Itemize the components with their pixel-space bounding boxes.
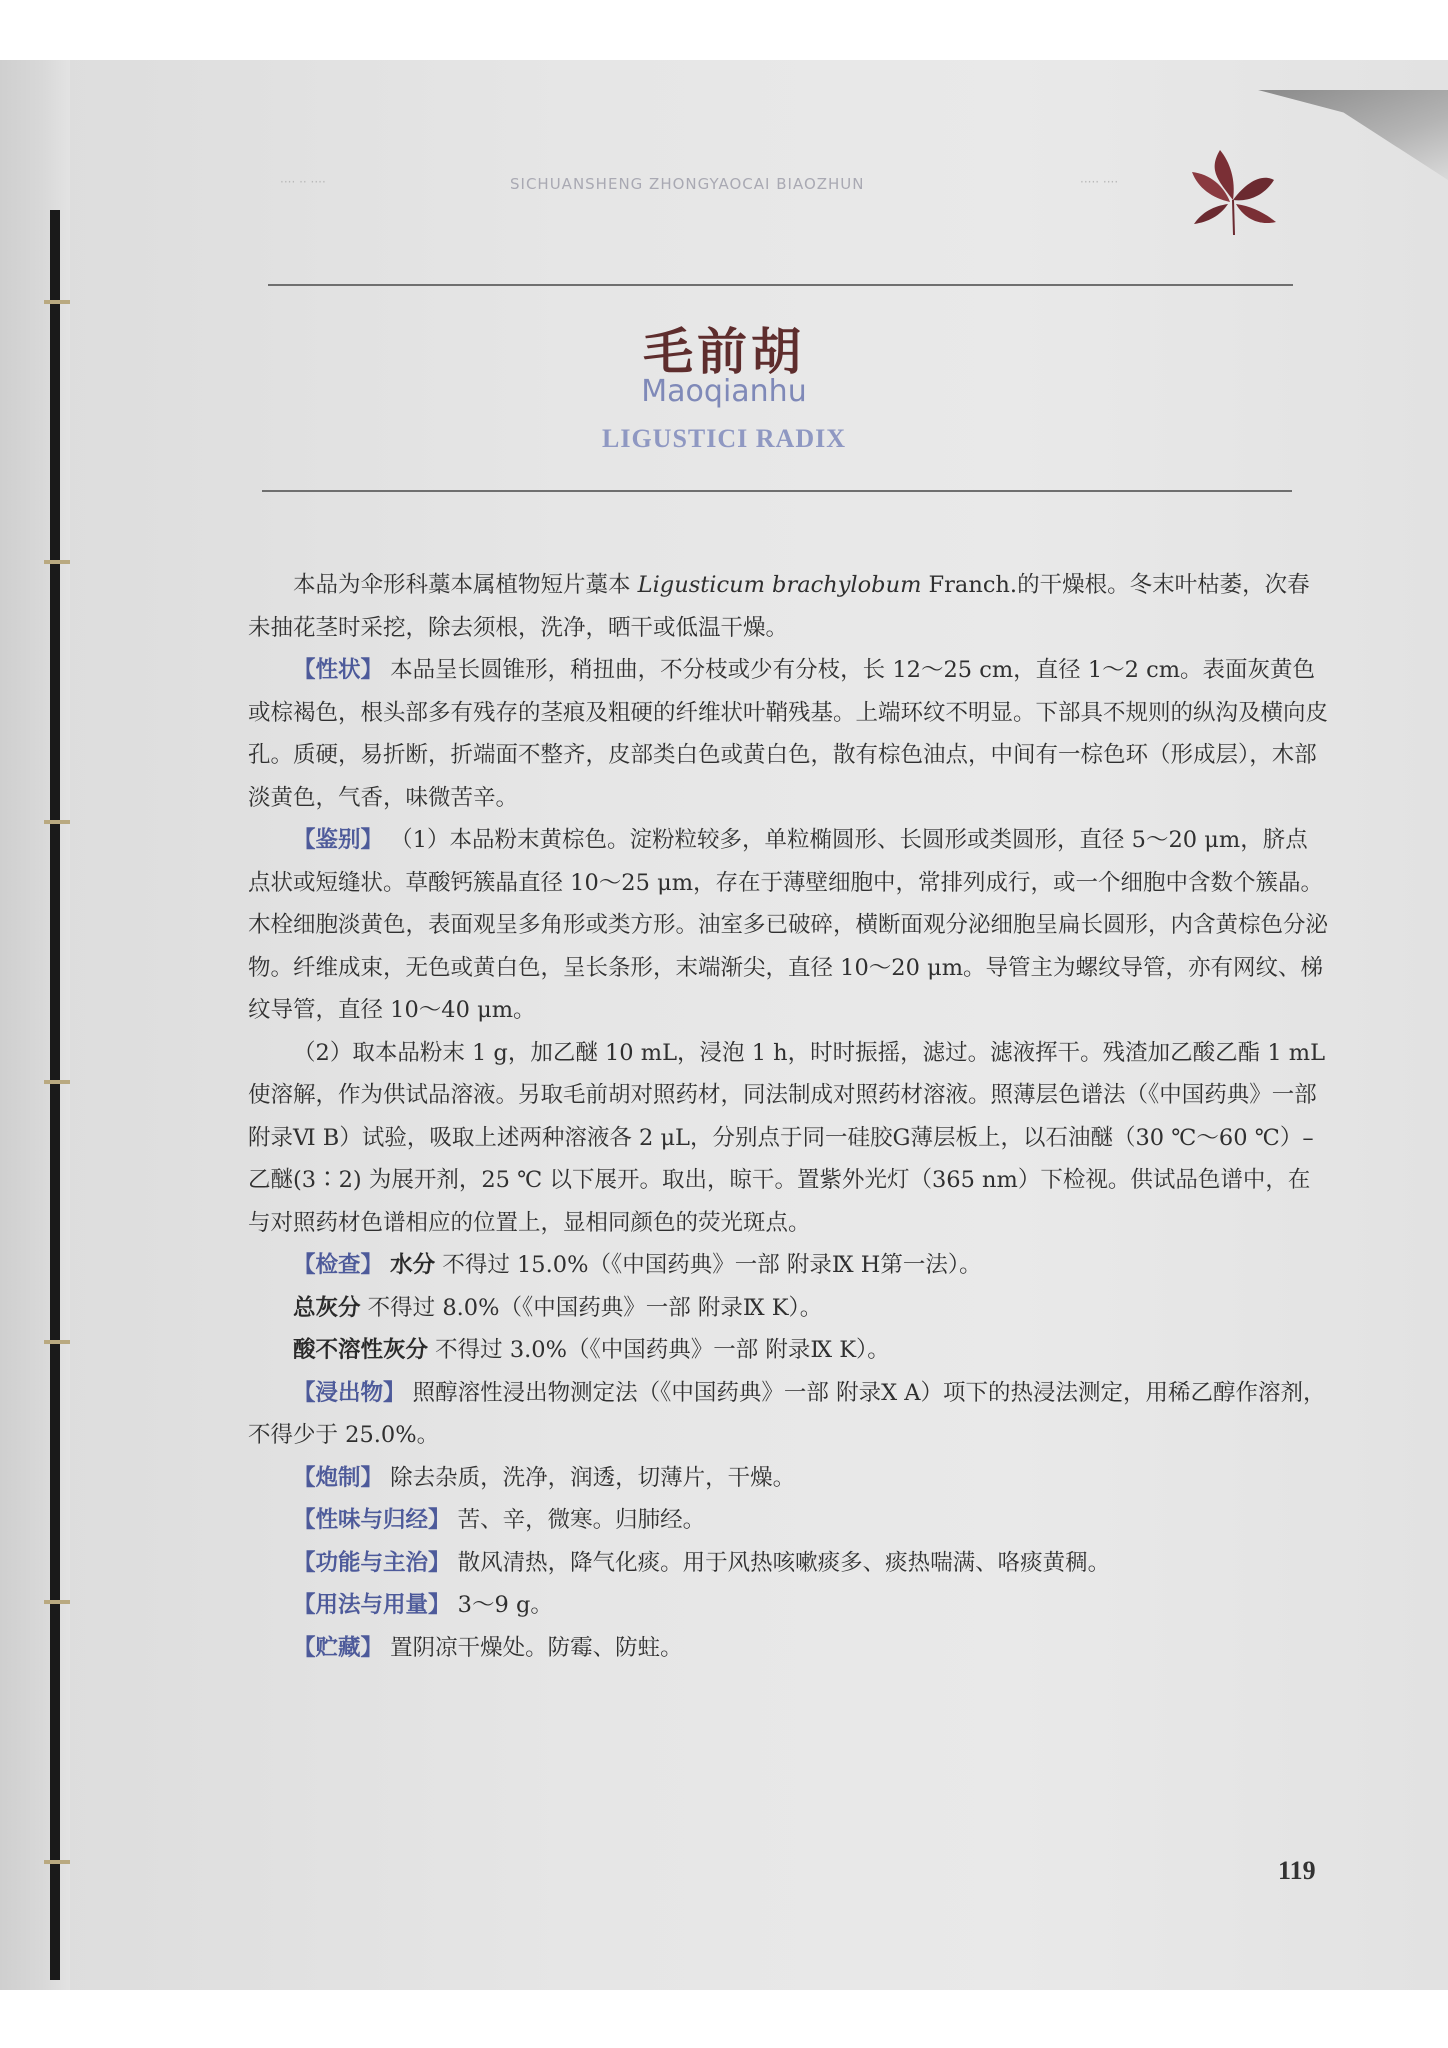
section-paozhi xyxy=(248,1457,1328,1500)
section-gongneng xyxy=(248,1542,1328,1585)
suanbu-text: 不得过 3.0%（《中国药典》一部 附录Ⅸ K）。 xyxy=(428,1337,890,1363)
section-jinchu xyxy=(248,1372,1328,1457)
gongneng-text: 散风清热，降气化痰。用于风热咳嗽痰多、痰热喘满、咯痰黄稠。 xyxy=(450,1549,1111,1576)
jinchu-text: 照醇溶性浸出物测定法（《中国药典》一部 附录Ⅹ A）项下的热浸法测定，用稀乙醇作溶剂，不得少于 25.0%。 xyxy=(248,1379,1326,1448)
section-tag-paozhi: 【炮制】 xyxy=(293,1464,384,1491)
book-spine-line xyxy=(50,210,60,1980)
header-right-mark: ····· ···· xyxy=(1080,175,1119,189)
section-tag-yongfa: 【用法与用量】 xyxy=(293,1592,451,1618)
xingwei-text: 苦、辛，微寒。归肺经。 xyxy=(450,1507,706,1533)
zonghuifen-label: 总灰分 xyxy=(293,1294,361,1321)
running-header xyxy=(270,175,1230,199)
intro-text-b: Franch.的干燥根。冬末叶枯萎，次春未抽花茎时采挖，除去须根，洗净，晒干或低温干燥。 xyxy=(248,572,1310,641)
jianbie-text-1: （1）本品粉末黄棕色。淀粉粒较多，单粒椭圆形、长圆形或类圆形，直径 5～20 μm，脐点点状或短缝状。草酸钙簇晶直径 10～25 μm，存在于薄壁细胞中，常排列成行，或一个细胞中含数个簇晶。木栓细胞淡黄色，表面观呈多角形或类方形。油室多已破碎，横断面观分泌细胞呈扁长圆形，内含黄棕色分泌物。纤维成束，无色或黄白色，呈长条形，末端渐尖，直径 10～20 μm。导管主为螺纹导管，亦有网纹、梯纹导管，直径 10～40 μm。 xyxy=(248,827,1329,1023)
intro-text-a: 本品为伞形科藁本属植物短片藁本 xyxy=(293,572,638,598)
binding-stitch xyxy=(44,560,70,564)
section-yongfa xyxy=(248,1584,1328,1627)
shuifen-text: 不得过 15.0%（《中国药典》一部 附录Ⅸ H第一法）。 xyxy=(435,1252,982,1278)
section-tag-zhucang: 【贮藏】 xyxy=(293,1634,384,1661)
jianbie-text-2: （2）取本品粉末 1 g，加乙醚 10 mL，浸泡 1 h，时时振摇，滤过。滤液挥干。残渣加乙酸乙酯 1 mL使溶解，作为供试品溶液。另取毛前胡对照药材，同法制成对照药材溶液。照薄层色谱法（《中国药典》一部 附录Ⅵ B）试验，吸取上述两种溶液各 2 μL，分别点于同一硅胶G薄层板上，以石油醚（30 ℃～60 ℃）–乙醚(3∶2) 为展开剂，25 ℃ 以下展开。取出，晾干。置紫外光灯（365 nm）下检视。供试品色谱中，在与对照药材色谱相应的位置上，显相同颜色的荧光斑点。 xyxy=(248,1039,1326,1236)
section-tag-gongneng: 【功能与主治】 xyxy=(293,1549,451,1576)
leaf-logo-icon xyxy=(1178,140,1288,240)
section-zhucang xyxy=(248,1627,1328,1670)
section-xingwei xyxy=(248,1499,1328,1542)
section-jianbie xyxy=(248,819,1328,1032)
section-tag-jianbie: 【鉴别】 xyxy=(293,827,384,853)
suanbu-label: 酸不溶性灰分 xyxy=(293,1337,429,1363)
suanbu-line xyxy=(248,1329,1328,1372)
section-tag-jiancha: 【检查】 xyxy=(293,1252,384,1278)
section-tag-xingzhuang: 【性状】 xyxy=(293,657,384,683)
jianbie-paragraph-2 xyxy=(248,1032,1328,1245)
zonghuifen-text: 不得过 8.0%（《中国药典》一部 附录Ⅸ K）。 xyxy=(360,1294,823,1321)
section-tag-jinchu: 【浸出物】 xyxy=(293,1379,406,1406)
binding-stitch xyxy=(44,1340,70,1344)
title-rule-bottom xyxy=(262,490,1292,492)
binding-stitch xyxy=(44,1600,70,1604)
header-running-title: SICHUANSHENG ZHONGYAOCAI BIAOZHUN xyxy=(510,175,865,193)
yongfa-text: 3～9 g。 xyxy=(450,1592,553,1618)
shuifen-label: 水分 xyxy=(390,1252,436,1278)
title-rule-top xyxy=(268,284,1293,286)
binding-stitch xyxy=(44,1860,70,1864)
binding-stitch xyxy=(44,300,70,304)
binding-stitch xyxy=(44,1080,70,1084)
monograph-latin-name: LIGUSTICI RADIX xyxy=(602,424,846,453)
monograph-pinyin: Maoqianhu xyxy=(641,374,807,409)
section-tag-xingwei: 【性味与归经】 xyxy=(293,1507,451,1533)
zhucang-text: 置阴凉干燥处。防霉、防蛀。 xyxy=(383,1634,683,1661)
intro-paragraph xyxy=(248,564,1328,649)
paozhi-text: 除去杂质，洗净，润透，切薄片，干燥。 xyxy=(383,1464,796,1491)
species-latin-name: Ligusticum brachylobum xyxy=(637,572,922,598)
header-left-mark: ···· ·· ···· xyxy=(280,175,326,189)
monograph-body xyxy=(248,564,1328,1669)
zonghuifen-line xyxy=(248,1287,1328,1330)
page-number: 119 xyxy=(1278,1856,1316,1885)
binding-stitch xyxy=(44,820,70,824)
section-xingzhuang xyxy=(248,649,1328,819)
xingzhuang-text: 本品呈长圆锥形，稍扭曲，不分枝或少有分枝，长 12～25 cm，直径 1～2 cm。表面灰黄色或棕褐色，根头部多有残存的茎痕及粗硬的纤维状叶鞘残基。上端环纹不明显。下部具不规则的纵沟及横向皮孔。质硬，易折断，折端面不整齐，皮部类白色或黄白色，散有棕色油点，中间有一棕色环（形成层），木部淡黄色，气香，味微苦辛。 xyxy=(248,657,1329,811)
monograph-title: 毛前胡 xyxy=(643,322,805,381)
section-jiancha xyxy=(248,1244,1328,1287)
